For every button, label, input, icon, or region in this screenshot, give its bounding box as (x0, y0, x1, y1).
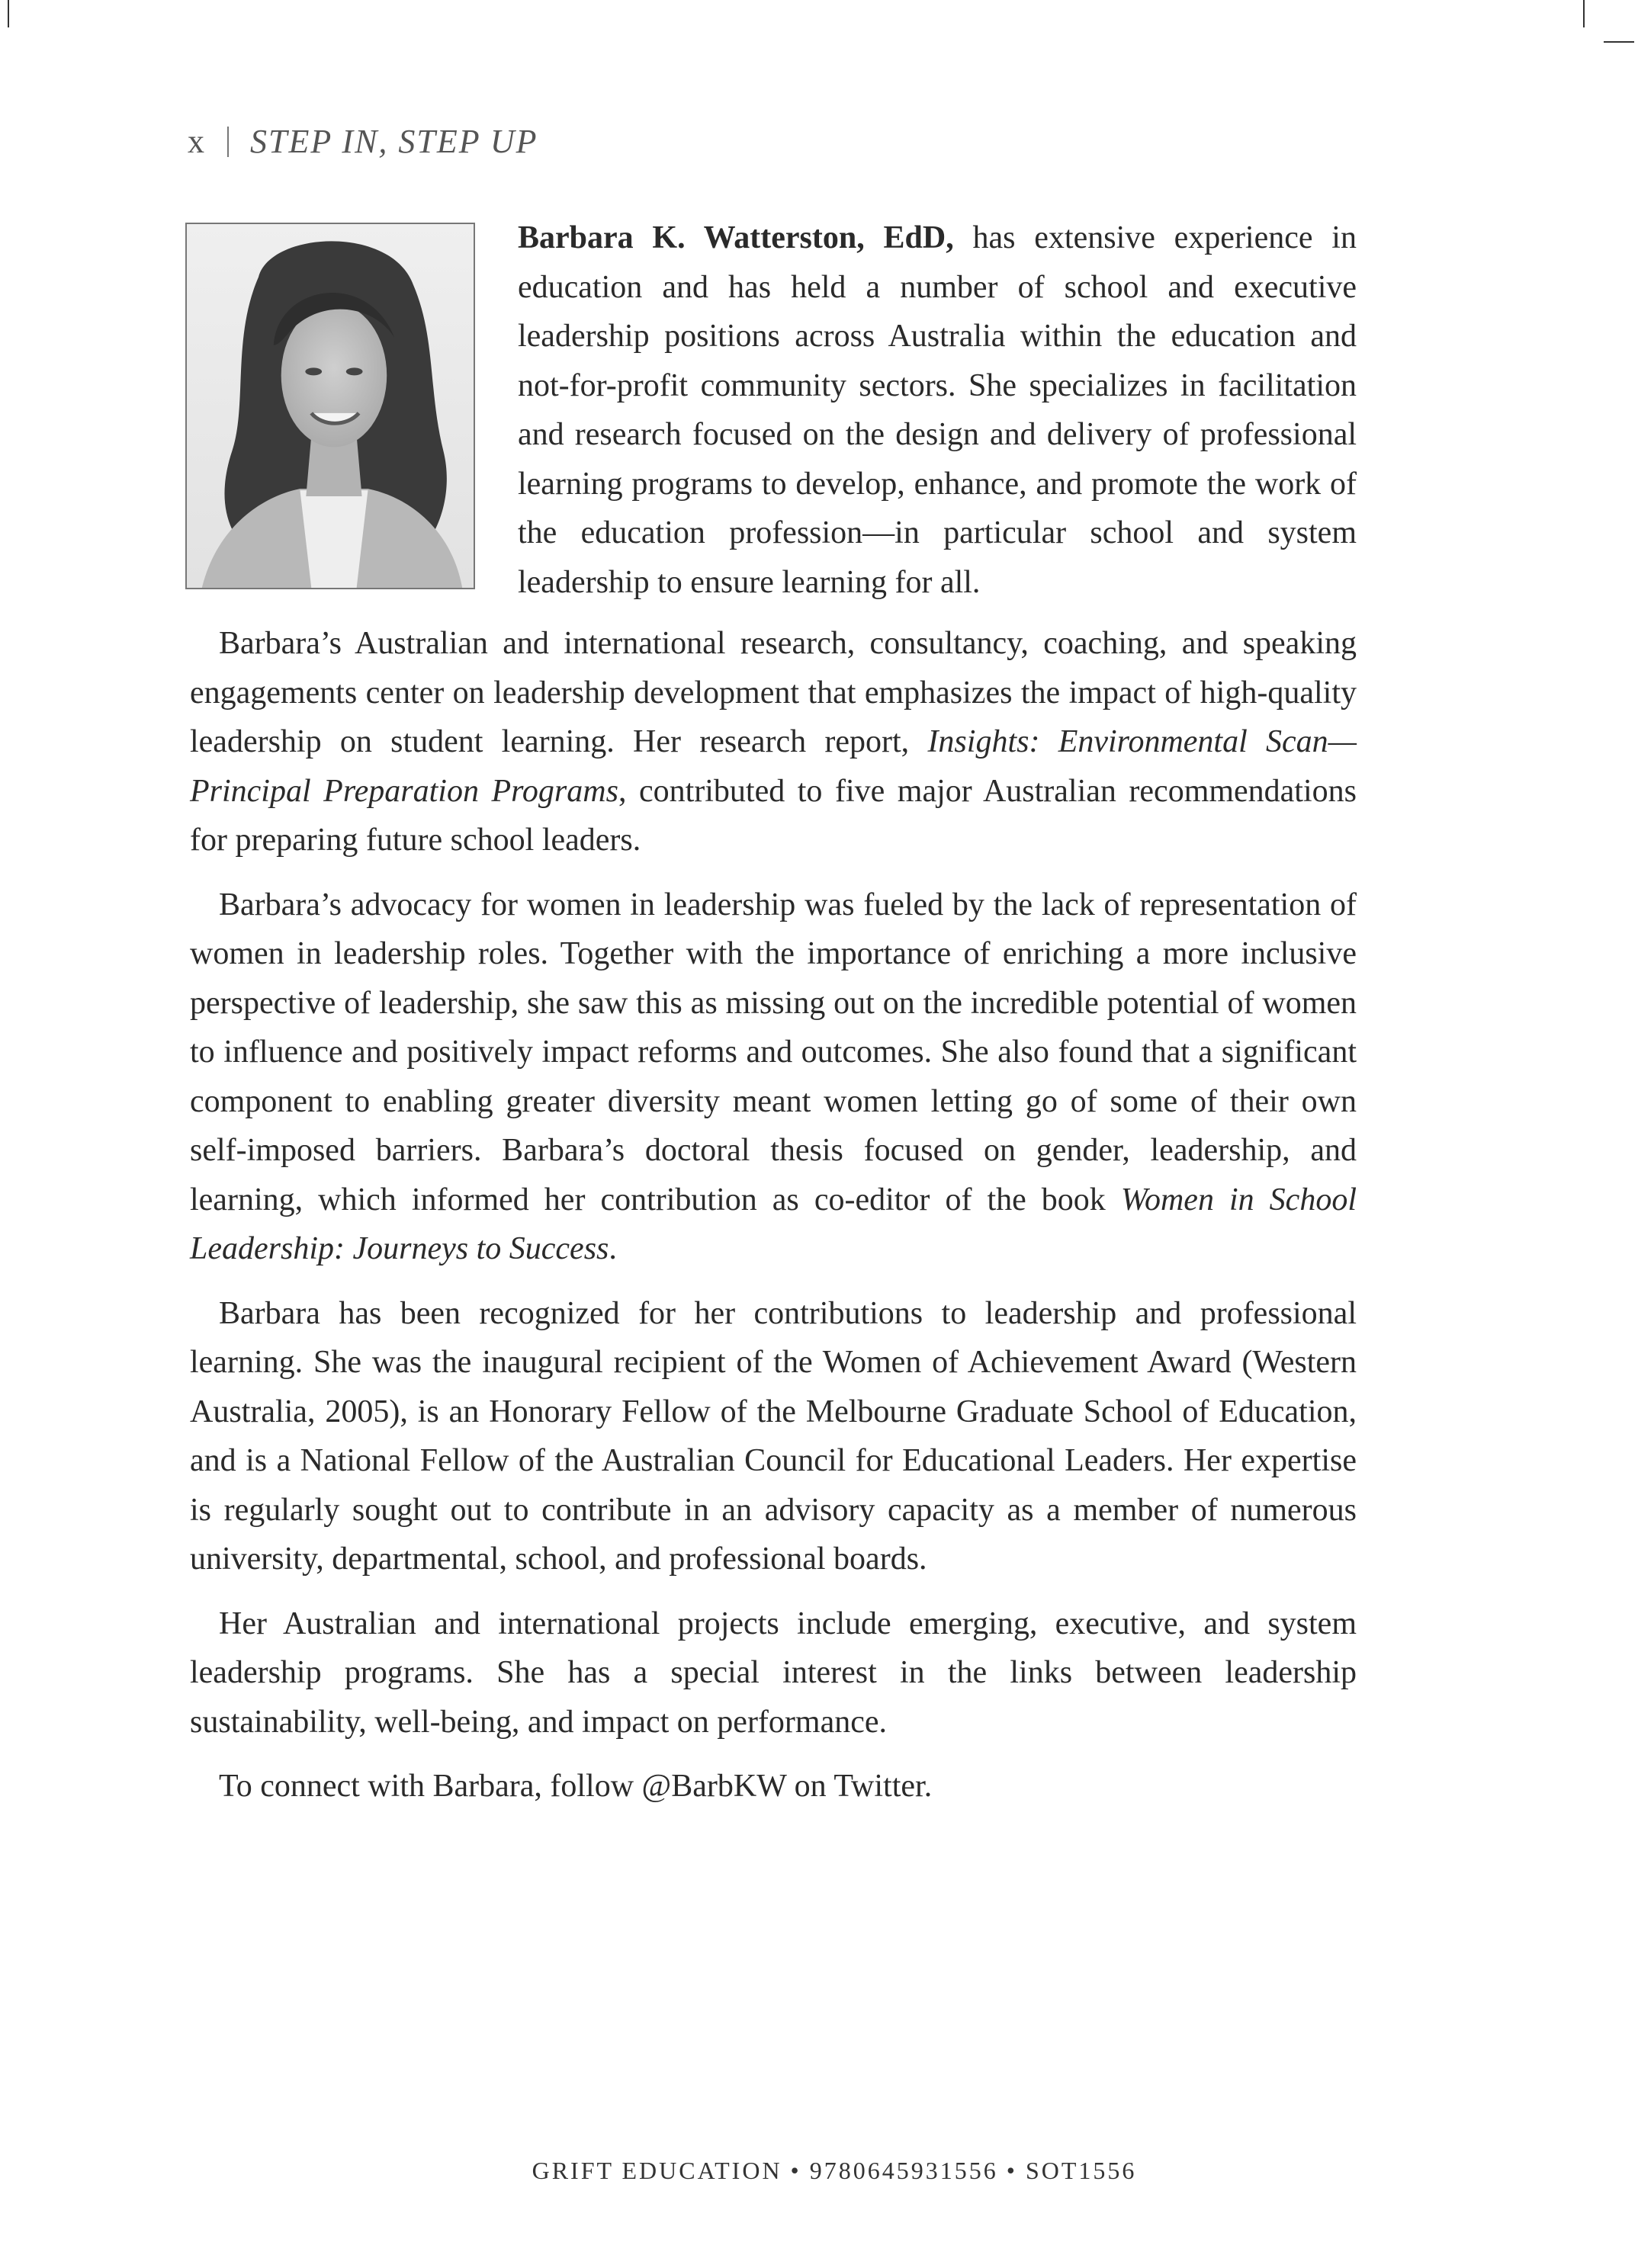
author-name: Barbara K. Watterston, EdD, (518, 220, 954, 255)
crop-mark (8, 0, 9, 27)
bio-paragraph: Her Australian and international projects include emerging, executive, and system leadership programs. She has a special interest in the links between leadership sustainability, well-being, and impact on performance. (190, 1606, 1357, 1740)
running-title: STEP IN, STEP UP (250, 123, 538, 160)
page-footer (0, 2157, 1638, 2185)
bio-intro-text: has extensive experience in education and has held a number of school and executive leadership positions across Australia within the education and not-for-profit community sectors. She specializes in facilitation and research focused on the design and delivery of professional learning programs to develop, enhance, and promote the work of the education profession—in particular school and system leadership to ensure learning for all. (518, 220, 1357, 600)
bio-paragraph (190, 619, 1357, 865)
paragraph-text: , contributed to five major Australian recommendations for preparing future school leaders. (190, 773, 1357, 858)
bio-paragraph-contact: To connect with Barbara, follow @BarbKW on Twitter. (219, 1769, 933, 1804)
paragraph-text: Barbara’s advocacy for women in leadership was fueled by the lack of representation of women in leadership roles. Together with the importance of enriching a more inclusive perspective of leadership, she saw this as missing out on the incredible potential of women to influence and positively impact reforms and outcomes. She also found that a significant component to enabling greater diversity meant women letting go of some of their own self-imposed barriers. Barbara’s doctoral thesis focused on gender, leadership, and learning, which informed her contribution as co-editor of the book (190, 887, 1357, 1217)
author-bio (190, 213, 1357, 1811)
crop-mark (1583, 0, 1585, 27)
bio-paragraph-intro (518, 213, 1357, 607)
paragraph-text: Barbara’s Australian and international research, consultancy, coaching, and speaking engagements center on leadership development that emphasizes the impact of high-quality leadership on student learning. Her research report, (190, 626, 1357, 759)
header-divider (227, 127, 229, 157)
crop-mark (1604, 41, 1634, 43)
page-number: x (188, 123, 204, 160)
footer-text: GRIFT EDUCATION • 9780645931556 • SOT1556 (532, 2157, 1137, 2184)
bio-paragraph (190, 881, 1357, 1274)
running-header (188, 122, 538, 161)
paragraph-text: . (609, 1231, 617, 1266)
book-title: Women in School Leadership: Journeys to Success (190, 1182, 1357, 1266)
bio-paragraph: Barbara has been recognized for her contributions to leadership and professional learning. She was the inaugural recipient of the Women of Achievement Award (Western Australia, 2005), is an Honorary Fellow of the Melbourne Graduate School of Education, and is a National Fellow of the Australian Council for Educational Leaders. Her expertise is regularly sought out to contribute in an advisory capacity as a member of numerous university, departmental, school, and professional boards. (190, 1295, 1357, 1577)
report-title: Insights: Environmental Scan—Principal Preparation Programs (190, 724, 1357, 809)
